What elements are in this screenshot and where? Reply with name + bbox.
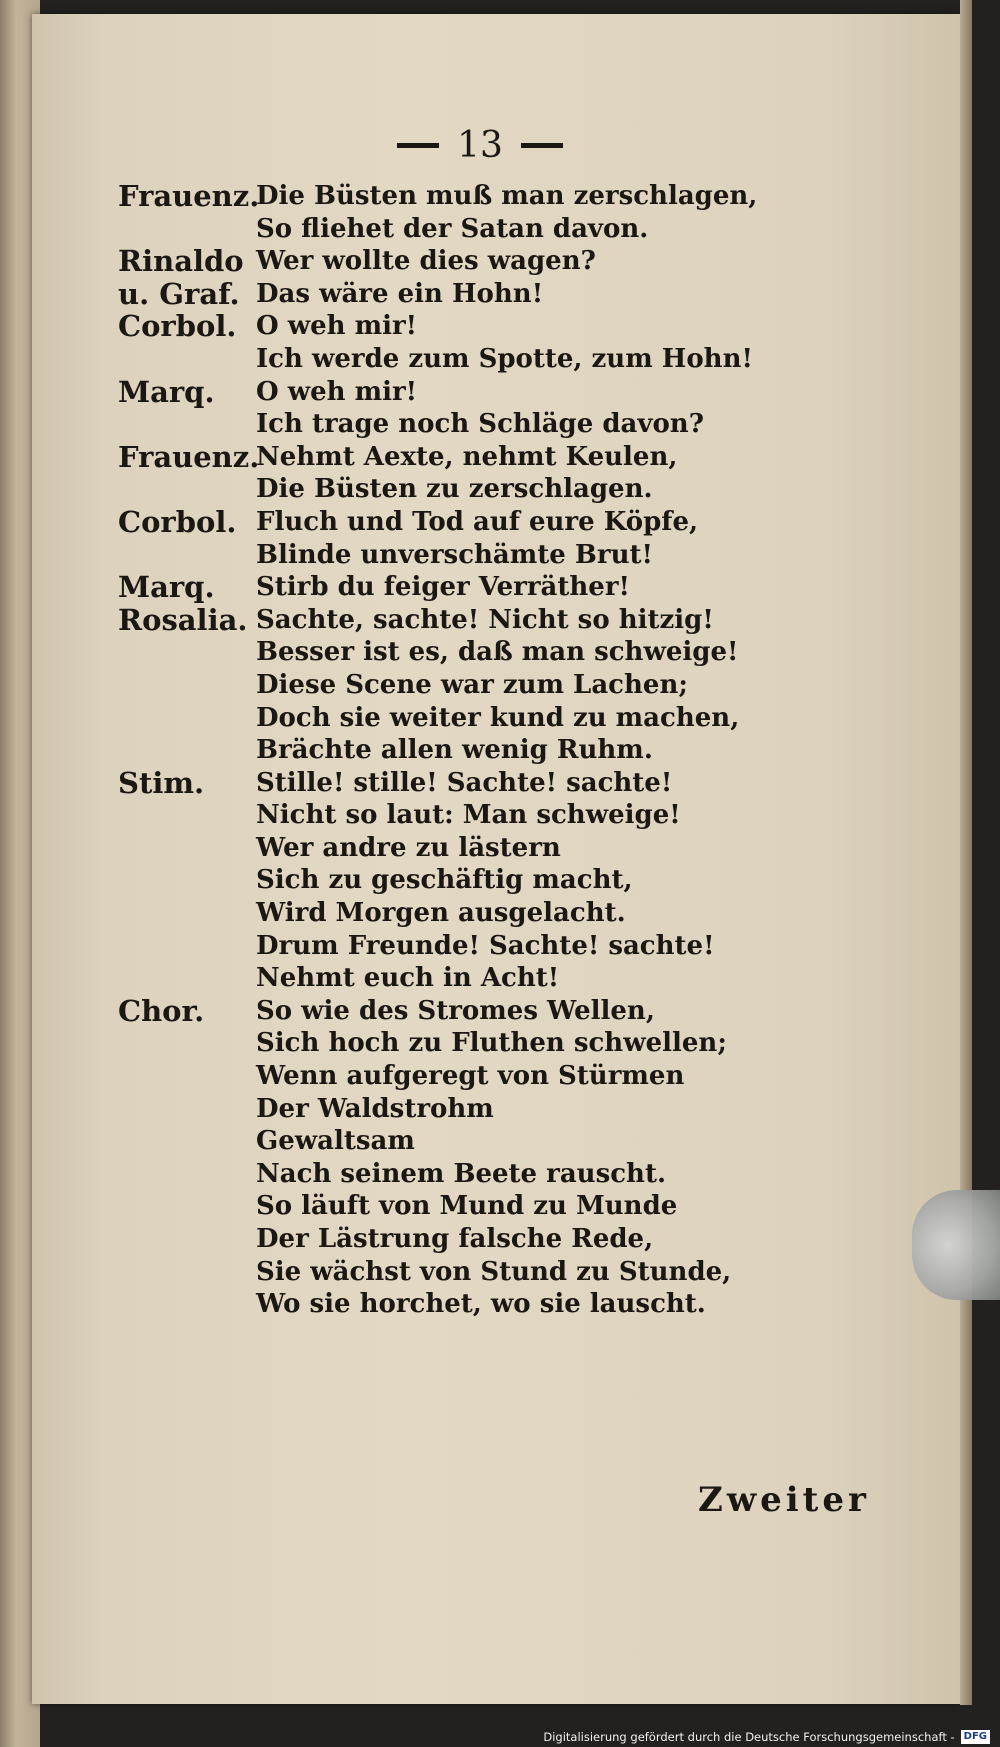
verse-line <box>118 604 938 637</box>
verse-line <box>118 278 938 311</box>
verse-line <box>118 702 938 735</box>
verse-text: Der Lästrung falsche Rede, <box>256 1224 654 1254</box>
verse-text: Das wäre ein Hohn! <box>256 278 544 309</box>
speaker-name: Stim. <box>118 765 205 800</box>
verse-text: So wie des Stromes Wellen, <box>256 995 655 1026</box>
verse-line <box>118 962 938 995</box>
verse-text: So läuft von Mund zu Munde <box>256 1191 678 1222</box>
verse-line <box>118 1027 938 1060</box>
verse-line <box>118 180 938 213</box>
verse-text: Drum Freunde! Sachte! sachte! <box>256 930 715 961</box>
verse-line <box>118 636 938 669</box>
catchword: Zweiter <box>698 1480 870 1520</box>
verse-text: Stille! stille! Sachte! sachte! <box>256 767 673 798</box>
verse-text: Sie wächst von Stund zu Stunde, <box>256 1256 732 1287</box>
verse-text: Die Büsten muß man zerschlagen, <box>256 181 758 211</box>
right-page-edge <box>960 0 972 1705</box>
speaker-name: Corbol. <box>118 504 237 539</box>
verse-text: Nicht so laut: Man schweige! <box>256 800 681 831</box>
speaker-name: Marq. <box>118 570 215 605</box>
verse-line <box>118 1256 938 1289</box>
verse-line <box>118 245 938 278</box>
speaker-name: u. Graf. <box>118 276 240 311</box>
speaker-name: Rinaldo <box>118 244 244 279</box>
verse-text: Der Waldstrohm <box>256 1093 494 1124</box>
verse-line <box>118 930 938 963</box>
verse-text: Fluch und Tod auf eure Köpfe, <box>256 506 699 537</box>
speaker-name: Rosalia. <box>118 602 248 637</box>
verse-text: Nehmt Aexte, nehmt Keulen, <box>256 441 678 472</box>
verse-line <box>118 799 938 832</box>
verse-line <box>118 539 938 572</box>
verse-line <box>118 408 938 441</box>
verse-line <box>118 1093 938 1126</box>
verse-text: Ich werde zum Spotte, zum Hohn! <box>256 343 753 374</box>
verse-line <box>118 1223 938 1256</box>
verse-line <box>118 571 938 604</box>
verse-text: Ich trage noch Schläge davon? <box>256 409 704 440</box>
header-dash-right <box>521 143 563 148</box>
verse-line <box>118 506 938 539</box>
verse-line <box>118 767 938 800</box>
speaker-name: Chor. <box>118 993 205 1028</box>
verse-line <box>118 1190 938 1223</box>
verse-text: Brächte allen wenig Ruhm. <box>256 735 653 766</box>
verse-line <box>118 995 938 1028</box>
verse-text: Sich hoch zu Fluthen schwellen; <box>256 1028 727 1059</box>
footer-credit <box>543 1729 990 1745</box>
verse-text: Wird Morgen ausgelacht. <box>256 898 626 929</box>
verse-text: So fliehet der Satan davon. <box>256 213 649 244</box>
verse-text: Besser ist es, daß man schweige! <box>256 637 739 668</box>
verse-text: Doch sie weiter kund zu machen, <box>256 702 740 733</box>
dfg-logo: DFG <box>961 1730 990 1744</box>
speaker-name: Frauenz. <box>118 179 260 213</box>
page-number: 13 <box>457 124 503 166</box>
verse-line <box>118 213 938 246</box>
verse-line <box>118 669 938 702</box>
verse-line <box>118 1060 938 1093</box>
verse-text: Gewaltsam <box>256 1126 415 1157</box>
verse-line <box>118 310 938 343</box>
footer-text: Digitalisierung gefördert durch die Deutsche Forschungsgemeinschaft - <box>543 1730 955 1744</box>
verse-text: Stirb du feiger Verräther! <box>256 572 630 603</box>
verse-line <box>118 343 938 376</box>
verse-text: Nach seinem Beete rauscht. <box>256 1158 667 1189</box>
verse-line <box>118 734 938 767</box>
verse-text: Die Büsten zu zerschlagen. <box>256 474 653 505</box>
verse-line <box>118 1288 938 1321</box>
verse-text: Wenn aufgeregt von Stürmen <box>256 1061 685 1092</box>
verse-text: Sachte, sachte! Nicht so hitzig! <box>256 604 714 635</box>
verse-line <box>118 441 938 474</box>
page-header <box>370 120 590 170</box>
verse-line <box>118 864 938 897</box>
verse-text: O weh mir! <box>256 376 418 407</box>
header-dash-left <box>397 143 439 148</box>
libretto-text <box>118 180 938 1321</box>
speaker-name: Marq. <box>118 374 215 409</box>
speaker-name: Corbol. <box>118 309 237 344</box>
verse-line <box>118 832 938 865</box>
verse-text: Blinde unverschämte Brut! <box>256 539 653 570</box>
speaker-name: Frauenz. <box>118 439 260 474</box>
verse-line <box>118 897 938 930</box>
verse-text: Wer wollte dies wagen? <box>256 246 596 277</box>
verse-line <box>118 473 938 506</box>
verse-text: Nehmt euch in Acht! <box>256 963 560 994</box>
verse-text: Diese Scene war zum Lachen; <box>256 669 688 700</box>
verse-text: Sich zu geschäftig macht, <box>256 865 633 896</box>
verse-line <box>118 1125 938 1158</box>
verse-line <box>118 376 938 409</box>
verse-text: O weh mir! <box>256 311 418 342</box>
verse-text: Wer andre zu lästern <box>256 832 561 863</box>
verse-text: Wo sie horchet, wo sie lauscht. <box>256 1289 706 1320</box>
verse-line <box>118 1158 938 1191</box>
